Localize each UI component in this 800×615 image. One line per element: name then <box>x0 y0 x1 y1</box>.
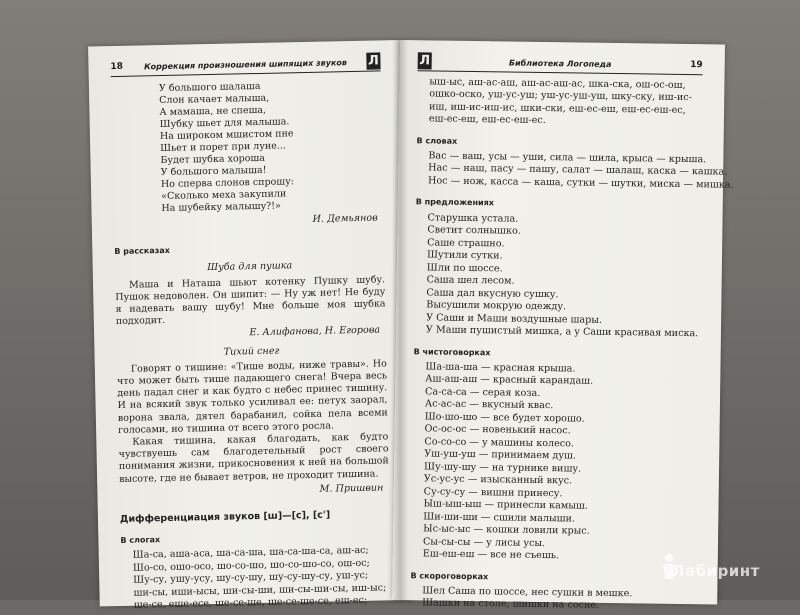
left-page-header <box>110 54 380 77</box>
section-heading: Дифференциация звуков [ш]—[с], [с'] <box>119 509 331 526</box>
list-item: Су-су-су — вишни принесу. <box>423 486 563 500</box>
list-item: Шо-со, ошо-осо, шо-со-шо, шо-со-шо-со, ош-ос; <box>132 557 370 574</box>
poem-line: Слон качает малыша, <box>159 92 270 107</box>
list-item: Уш-уш-уш — принимаем душ. <box>424 448 577 462</box>
logo-icon: Л <box>419 53 431 69</box>
list-item: Ас-ас-ас — вкусный квас. <box>424 398 554 412</box>
right-page-header <box>418 54 703 75</box>
list-item: Ши-ши-ши — сшили малыши. <box>423 511 576 525</box>
list-item: Ос-ос-ос — новенький насос. <box>424 423 571 437</box>
syllables-list <box>417 76 703 130</box>
list-item: Вас — ваш, усы — уши, сила — шила, крыса — крыша. <box>428 150 707 166</box>
words-label: В словах <box>416 135 458 146</box>
list-item: Ыс-ыс-ыс — кошки ловили крыс. <box>423 523 590 537</box>
list-item: Светит солнышко. <box>427 224 521 237</box>
list-item: У Саши и Маши воздушные шары. <box>426 311 603 326</box>
story-text: Говорят о тишине: «Тише воды, ниже травы». Но что может быть тише падающего снега! Вчера весь день падал снег и как будто с небес принес тишину. И на всякий звук только усиливал ее: петух заорал, ворона звала, дятел барабанил, сойка пела всеми голосами, но тишина от всего этого росла. <box>116 358 388 436</box>
list-item: Шу-шу-шу — на турнике вишу. <box>423 461 582 475</box>
tongue-label: В чистоговорках <box>413 346 491 357</box>
story-text: Какая тишина, какая благодать, как будто чувствуешь сам благодетельный рост своего понимания жизни, прикосновения к ней на большой высоте, где не бывает ветров, не проходит тишина. <box>118 431 389 485</box>
list-item: Саша шел лесом. <box>426 274 515 287</box>
list-item: Саше страшно. <box>427 236 505 250</box>
poem <box>159 78 384 215</box>
list-item: Шашки на столе, шишки на сосне. <box>422 597 600 612</box>
syllables-list <box>121 545 392 613</box>
twister-label: В скороговорках <box>410 570 489 582</box>
list-item: Саша дал вкусную сушку. <box>426 286 559 300</box>
list-item: еш-ес-еш, еш-ес-еш-ес. <box>428 113 546 127</box>
header-title: Библиотека Логопеда <box>508 58 612 69</box>
story-author: Е. Алифанова, Н. Егорова <box>249 324 381 339</box>
list-item: Аш-аш-аш — красный карандаш. <box>425 373 594 387</box>
poem-line: «Сколько меха закупили <box>161 188 287 203</box>
list-item: иш, иш-ис-иш-ис, шки-ски, еш-ес-еш, еш-ес-еш-ес, <box>428 101 686 116</box>
list-item: Сы-сы-сы — у лисы усы. <box>422 536 546 549</box>
poem-line: У большого малыша! <box>160 164 267 179</box>
syllables-label: В слогах <box>120 535 161 546</box>
left-page-content <box>111 78 392 613</box>
words-list <box>416 150 734 191</box>
list-item: Шутили сутки. <box>426 249 503 262</box>
list-item: Со-со-со — у машины колесо. <box>424 436 575 450</box>
book-gutter <box>392 40 408 600</box>
poem-line: А мамаша, не спеша, <box>159 104 267 119</box>
poem-line: Но сперва слонов спрошу: <box>160 176 295 191</box>
page-number: 18 <box>110 61 124 73</box>
poem-author: И. Демьянов <box>312 212 378 225</box>
list-item: Нас — наш, пасу — пашу, салат — шалаш, каска — кашка. <box>428 162 728 178</box>
logo-icon: Л <box>367 53 379 69</box>
stories-label: В рассказах <box>114 246 170 257</box>
list-item: ши-сы, иши-ысы, ши-сы-ши, ши-сы-ши-сы, иш-ыс; <box>133 582 387 599</box>
left-page <box>88 40 412 612</box>
poem-line: Шубку шьет для малыша. <box>159 116 290 131</box>
list-item: Высушили мокрую одежду. <box>426 299 567 313</box>
list-item: Са-са-са — серая коза. <box>425 386 541 399</box>
poem-line: Шьет и порет при луне... <box>160 140 287 155</box>
list-item: Нос — нож, касса — каша, сутки — шутки, миска — мишка. <box>427 175 734 191</box>
watermark: Лабиринт <box>672 562 760 580</box>
list-item: Шу-су, ушу-усу, шу-су-шу, шу-су-шу-су, уш-ус; <box>133 570 369 587</box>
tongue-list <box>411 361 699 565</box>
list-item: Ус-ус-ус — изысканный вкус. <box>423 473 573 487</box>
list-item: Еш-еш-еш — все не съешь. <box>422 548 560 562</box>
list-item: Ша-са, аша-аса, ша-са-ша, ша-са-ша-са, аш-ас; <box>132 545 369 562</box>
poem-line: На шубейку малышу?!» <box>161 200 281 215</box>
list-item: Ша-ша-ша — красная крыша. <box>425 361 576 375</box>
sentences-label: В предложениях <box>415 197 494 208</box>
story-title: Шуба для пушка <box>207 260 293 274</box>
list-item: Шо-шо-шо — все будет хорошо. <box>424 411 585 425</box>
list-item: Шел Саша по шоссе, нес сушки в мешке. <box>422 585 633 600</box>
list-item: ошко-оско, уш-ус-уш; уш-ус-уш-уш, шку-ску, иш-ис- <box>429 88 692 104</box>
story-text: Маша и Наташа шьют котенку Пушку шубу. Пушок недоволен. Он шипит: — Ну уж нет! Не буду я надевать вашу шубу! Мне больше моя шубка подходит. <box>115 273 386 328</box>
poem-line: На широком мшистом пне <box>159 128 294 143</box>
story-author: М. Пришвин <box>319 482 384 495</box>
header-title: Коррекция произношения шипящих звуков <box>143 58 347 72</box>
sentences-list <box>414 212 701 341</box>
poem-line: Будет шубка хороша <box>160 152 266 167</box>
list-item: Ыш-ыш-ыш — принесли камыш. <box>423 498 588 512</box>
page-number: 19 <box>690 60 703 71</box>
list-item: У Маши пушистый мишка, а у Саши красивая миска. <box>425 324 699 340</box>
list-item: ше-се, еше-есе, ше-се-ше, ше-се-ше-се, еш-ес; <box>133 595 368 612</box>
list-item: ыш-ыс, аш-ас-аш, аш-ас-аш-ас, шка-ска, ош-ос-ош, <box>429 76 686 91</box>
list-item: Старушка устала. <box>427 211 519 225</box>
right-page <box>392 40 734 612</box>
list-item: Шли по шоссе. <box>426 261 503 274</box>
poem-line: У большого шалаша <box>158 80 261 95</box>
story-title: Тихий снег <box>223 345 280 358</box>
